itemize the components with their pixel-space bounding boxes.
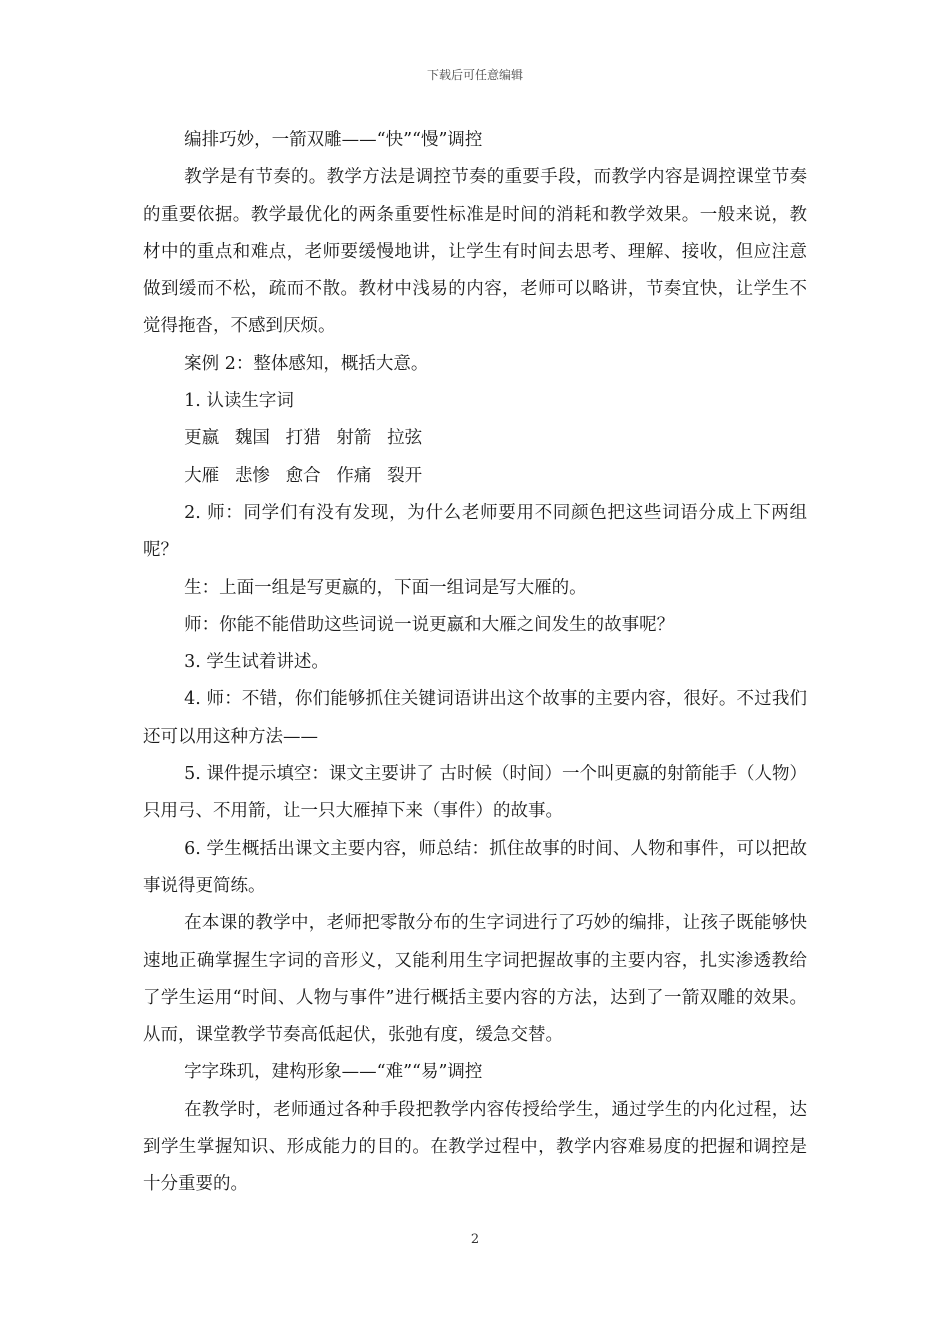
document-body — [143, 122, 807, 1204]
list-item: 2. 师：同学们有没有发现，为什么老师要用不同颜色把这些词语分成上下两组呢？ — [143, 502, 807, 561]
paragraph: 在教学时，老师通过各种手段把教学内容传授给学生，通过学生的内化过程，达到学生掌握知识、形成能力的目的。在教学过程中，教学内容难易度的把握和调控是十分重要的。 — [143, 1099, 807, 1195]
section-heading-2: 字字珠玑，建构形象——“难”“易”调控 — [184, 1062, 483, 1083]
word: 更嬴 — [184, 428, 220, 449]
list-item: 5. 课件提示填空：课文主要讲了 古时候（时间）一个叫更嬴的射箭能手（人物）只用弓、不用箭，让一只大雁掉下来（事件）的故事。 — [143, 764, 807, 822]
word: 射箭 — [336, 428, 372, 449]
word: 裂开 — [387, 465, 423, 486]
word-row-2 — [143, 458, 807, 495]
word: 悲惨 — [234, 465, 270, 486]
page-header: 下载后可任意编辑 — [426, 68, 523, 82]
list-item: 3. 学生试着讲述。 — [184, 652, 329, 673]
word: 大雁 — [184, 465, 220, 486]
list-item: 1. 认读生字词 — [184, 391, 294, 412]
paragraph: 教学是有节奏的。教学方法是调控节奏的重要手段，而教学内容是调控课堂节奏的重要依据。教学最优化的两条重要性标准是时间的消耗和教学效果。一般来说，教材中的重点和难点，老师要缓慢地讲，让学生有时间去思考、理解、接收，但应注意做到缓而不松，疏而不散。教材中浅易的内容，老师可以略讲，节奏宜快，让学生不觉得拖沓，不感到厌烦。 — [143, 167, 807, 337]
list-item: 4. 师：不错，你们能够抓住关键词语讲出这个故事的主要内容，很好。不过我们还可以用这种方法—— — [143, 689, 807, 747]
dialogue-line: 师：你能不能借助这些词说一说更嬴和大雁之间发生的故事呢？ — [184, 614, 675, 635]
word: 魏国 — [234, 428, 270, 449]
word: 愈合 — [285, 465, 321, 486]
word-row-1 — [143, 420, 807, 457]
word: 打猎 — [285, 428, 321, 449]
word: 作痛 — [336, 465, 372, 486]
dialogue-line: 生：上面一组是写更嬴的，下面一组词是写大雁的。 — [184, 577, 587, 598]
case-heading: 案例 2：整体感知，概括大意。 — [184, 353, 429, 374]
paragraph: 在本课的教学中，老师把零散分布的生字词进行了巧妙的编排，让孩子既能够快速地正确掌握生字词的音形义，又能利用生字词把握故事的主要内容，扎实渗透教给了学生运用“时间、人物与事件”进行概括主要内容的方法，达到了一箭双雕的效果。从而，课堂教学节奏高低起伏，张弛有度，缓急交替。 — [143, 913, 807, 1046]
word: 拉弦 — [387, 428, 423, 449]
section-heading-1: 编排巧妙，一箭双雕——“快”“慢”调控 — [184, 130, 483, 150]
list-item: 6. 学生概括出课文主要内容，师总结：抓住故事的时间、人物和事件，可以把故事说得更简练。 — [143, 838, 807, 896]
page-number: 2 — [470, 1232, 480, 1247]
